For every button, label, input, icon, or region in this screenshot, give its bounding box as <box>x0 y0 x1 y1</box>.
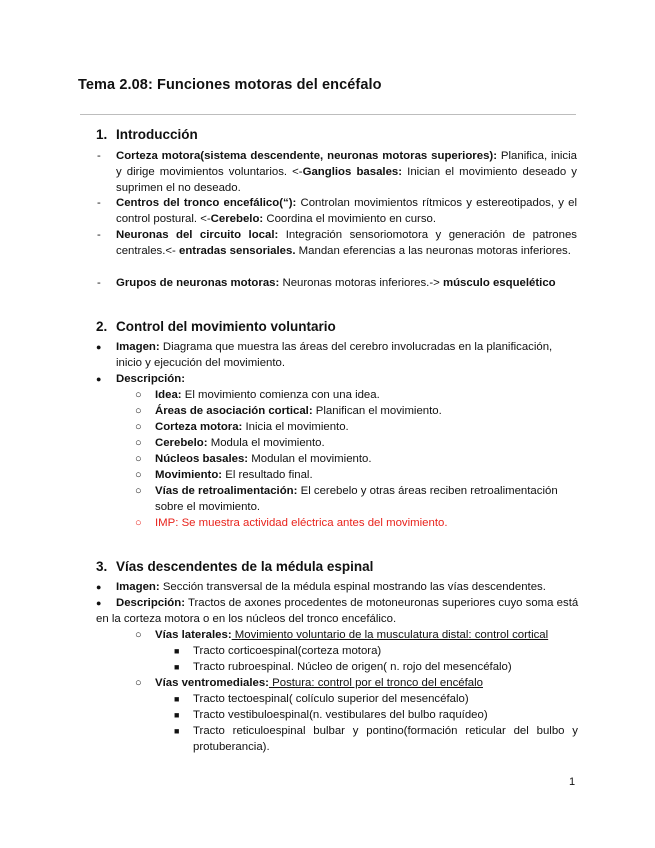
term: Vías laterales: <box>155 629 232 641</box>
underlined-text: Postura: control por el tronco del encéfalo <box>268 677 483 689</box>
list-item <box>116 339 580 371</box>
text: El resultado final. <box>222 469 313 481</box>
text: Integración sensoriomotora y generación de patrones centrales.<- <box>116 229 577 257</box>
circle-bullet-icon: ○ <box>135 437 142 449</box>
bullet-dot-icon: ● <box>96 582 102 592</box>
term: Corteza motora: <box>155 421 243 433</box>
imp-note: IMP: Se muestra actividad eléctrica antes del movimiento. <box>155 517 448 529</box>
section-1-title: Introducción <box>116 127 198 142</box>
term: Ganglios basales: <box>302 166 403 178</box>
text: Mandan eferencias a las neuronas motoras inferiores. <box>295 245 571 257</box>
list-item <box>155 627 585 643</box>
term: Corteza motora(sistema descendente, neuronas motoras superiores): <box>116 150 497 162</box>
square-bullet-icon: ■ <box>174 662 180 672</box>
text: El movimiento comienza con una idea. <box>181 389 380 401</box>
term: Vías de retroalimentación: <box>155 485 298 497</box>
dash-bullet-icon: - <box>97 150 101 162</box>
list-item <box>116 227 577 259</box>
text: Diagrama que muestra las áreas del cerebro involucradas en la planificación, inicio y ejecución del movimiento. <box>116 341 553 369</box>
text: Coordina el movimiento en curso. <box>263 213 437 225</box>
text: Tractos de axones procedentes de motoneuronas superiores cuyo soma está en la corteza motora o en los núcleos del tronco encefálico. <box>96 597 579 625</box>
document-title: Tema 2.08: Funciones motoras del encéfalo <box>78 77 382 93</box>
circle-bullet-icon: ○ <box>135 677 142 689</box>
term: Cerebelo: <box>155 437 208 449</box>
list-item <box>116 148 577 196</box>
list-item <box>155 483 580 515</box>
circle-bullet-icon: ○ <box>135 453 142 465</box>
bullet-dot-icon: ● <box>96 342 102 352</box>
page-number: 1 <box>569 776 576 788</box>
term: Imagen: <box>116 341 160 353</box>
term: Vías ventromediales: <box>155 677 269 689</box>
list-item <box>116 195 577 227</box>
list-item <box>155 467 585 483</box>
text: Inicia el movimiento. <box>242 421 349 433</box>
list-item <box>116 579 586 595</box>
list-item: Tracto rubroespinal. Núcleo de origen( n. rojo del mesencéfalo) <box>193 661 512 673</box>
section-1-number: 1. <box>96 127 108 142</box>
text: Neuronas motoras inferiores.-> <box>279 277 443 289</box>
list-item <box>116 275 586 291</box>
circle-bullet-icon: ○ <box>135 517 142 529</box>
term: Núcleos basales: <box>155 453 249 465</box>
term: Descripción: <box>116 373 185 385</box>
list-item: Tracto reticuloespinal bulbar y pontino(formación reticular del bulbo y protuberancia). <box>193 725 578 753</box>
circle-bullet-icon: ○ <box>135 469 142 481</box>
list-item: Tracto vestibuloespinal(n. vestibulares del bulbo raquídeo) <box>193 709 488 721</box>
square-bullet-icon: ■ <box>174 710 180 720</box>
section-2-heading <box>96 319 336 334</box>
list-item: Tracto corticoespinal(corteza motora) <box>193 645 382 657</box>
list-item <box>155 675 585 691</box>
underlined-text: Movimiento voluntario de la musculatura distal: control cortical <box>231 629 549 641</box>
list-item <box>155 435 585 451</box>
list-item <box>116 371 576 387</box>
circle-bullet-icon: ○ <box>135 421 142 433</box>
section-3-heading <box>96 559 373 574</box>
list-item <box>155 419 585 435</box>
circle-bullet-icon: ○ <box>135 389 142 401</box>
text: Sección transversal de la médula espinal mostrando las vías descendentes. <box>159 581 546 593</box>
list-item <box>155 451 585 467</box>
text: Controlan movimientos rítmicos y estereotipados, y el control postural. <- <box>116 197 577 225</box>
term: Centros del tronco encefálico(“): <box>116 197 297 209</box>
section-1-heading <box>96 127 198 142</box>
section-2-title: Control del movimiento voluntario <box>116 319 336 334</box>
section-3-title: Vías descendentes de la médula espinal <box>116 559 374 574</box>
dash-bullet-icon: - <box>97 277 101 289</box>
term: Idea: <box>155 389 182 401</box>
term: Grupos de neuronas motoras: <box>116 277 280 289</box>
list-item: Tracto tectoespinal( colículo superior del mesencéfalo) <box>193 693 469 705</box>
term: Imagen: <box>116 581 160 593</box>
term: entradas sensoriales. <box>179 245 296 257</box>
term: Neuronas del circuito local: <box>116 229 279 241</box>
text: Modula el movimiento. <box>207 437 325 449</box>
section-2-number: 2. <box>96 319 108 334</box>
dash-bullet-icon: - <box>97 197 101 209</box>
text: Inician el movimiento deseado y suprimen el no deseado. <box>116 166 577 194</box>
list-item <box>96 595 580 627</box>
term: músculo esquelético <box>442 277 556 289</box>
term: Movimiento: <box>155 469 223 481</box>
square-bullet-icon: ■ <box>174 694 180 704</box>
text: Planifica, inicia y dirige movimientos voluntarios. <- <box>116 150 577 178</box>
dash-bullet-icon: - <box>97 229 101 241</box>
term: Cerebelo: <box>210 213 264 225</box>
text: Modulan el movimiento. <box>248 453 372 465</box>
text: El cerebelo y otras áreas reciben retroalimentación sobre el movimiento. <box>155 485 558 513</box>
bullet-dot-icon: ● <box>96 374 102 384</box>
term: Áreas de asociación cortical: <box>155 405 313 417</box>
section-3-number: 3. <box>96 559 108 574</box>
circle-bullet-icon: ○ <box>135 485 142 497</box>
circle-bullet-icon: ○ <box>135 405 142 417</box>
text: Planifican el movimiento. <box>312 405 442 417</box>
bullet-dot-icon: ● <box>96 598 102 608</box>
square-bullet-icon: ■ <box>174 646 180 656</box>
title-divider <box>80 114 576 115</box>
term: Descripción: <box>116 597 185 609</box>
list-item <box>155 403 585 419</box>
circle-bullet-icon: ○ <box>135 629 142 641</box>
list-item <box>155 387 585 403</box>
square-bullet-icon: ■ <box>174 726 180 736</box>
